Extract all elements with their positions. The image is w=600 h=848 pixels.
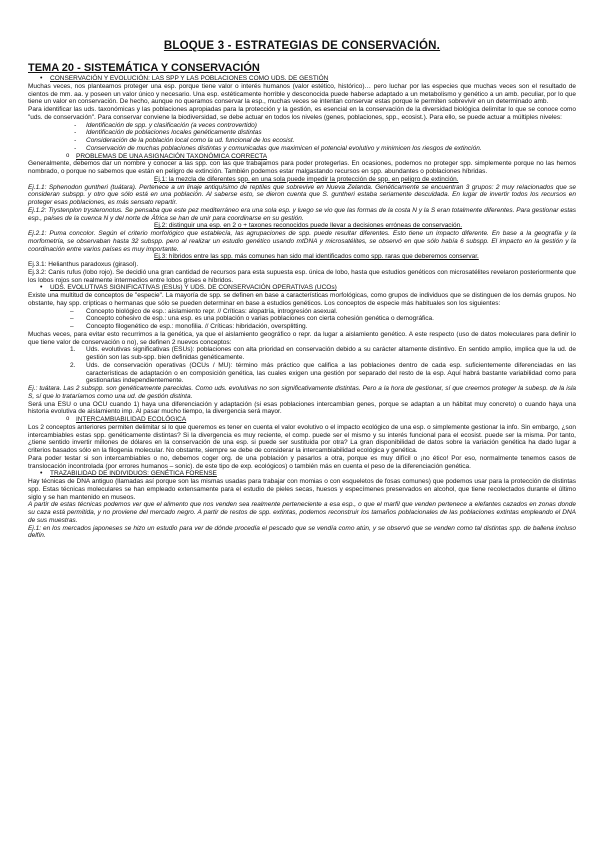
bullet-heading-esus: • UDS. EVOLUTIVAS SIGNIFICATIVAS (ESUs) Y UDS. DE CONSERVACIÓN OPERATIVAS (UCOs): [28, 284, 576, 292]
paragraph: Ej.1.2: Trystenplon trysteronotus. Se pensaba que este pez mediterráneo era una sola esp. y luego se vio que las formas de la costa N y la S eran totalmente diferentes. Para gestionar estas esp., países de la cuenca N y del norte de África se han de unir para coordinarse en su gestión.: [28, 206, 576, 222]
paragraph: Ej.: tuátara. Las 2 subspp. son genéticamente parecidas. Como uds. evolutivas no son significativamente distintas. Pero a la hora de gestionar, sí que creemos proteger la subesp. de la isla S, sí que lo trataríamos como una ud. de gestión distinta.: [28, 385, 576, 400]
list-item: – Concepto cohesivo de esp.: una esp. es una población o varias poblaciones con cierta cohesión genética o demográfica.: [28, 315, 576, 323]
paragraph: Ej.1: en los mercados japoneses se hizo un estudio para ver de dónde procedía el pescado que se vendía como atún, y se observó que se venden como tal distintas spp. de ballena incluso delfín.: [28, 524, 576, 540]
paragraph: Ej.3.1: Helianthus paradoxus (girasol).: [28, 261, 139, 268]
list-item: – Concepto biológico de esp.: aislamiento repr. // Críticas: alopatría, introgresión asexual.: [28, 308, 576, 316]
numbered-item-text: Uds. de conservación operativas (OCUs / MU): término más práctico que califica a las poblaciones dentro de cada esp. suficientemente diferenciadas en las características de adaptación o en composición genética, las cuales exigen una gestión por separado del resto de la esp. Aquí habrá bastante variabilidad como para gestionarlas independientemente.: [86, 361, 576, 385]
document-page: [28, 40, 576, 540]
paragraph: Será una ESU o una OCU cuando 1) haya una diferenciación y adaptación (si esas poblaciones intercambian genes, porque se adaptan a un hábitat muy concreto) o cuando haya una historia evolutiva de aislamiento imp. Al pasar mucho tiempo, la divergencia será mayor.: [28, 400, 576, 416]
numbered-item: 2. Uds. de conservación operativas (OCUs / MU): término más práctico que califica a las poblaciones dentro de cada esp. suficientemente diferenciadas en las características de adaptación o en composición genética, las cuales exigen una gestión por separado del resto de la esp. Aquí habrá bastante variabilidad como para gestionarlas independientemente.: [70, 361, 576, 385]
numbered-item-text: Uds. evolutivas significativas (ESUs): poblaciones con alta prioridad en conservación debido a su carácter altamente distintivo. En sentido amplio, implica que la ud. de gestión son las sub-spp. bien definidas genéticamente.: [86, 346, 576, 361]
example-line: Ej.2: distinguir una esp. en 2 o + taxones reconocidos puede llevar a decisiones erróneas de conservación.: [154, 222, 463, 230]
list-item: - Conservación de muchas poblaciones distintas y comunicadas que maximicen el potencial evolutivo y minimicen los riesgos de extinción.: [28, 145, 576, 153]
list-item: - Identificación de poblaciones locales genéticamente distintas: [28, 129, 576, 137]
paragraph: Ej.2.1: Puma concolor. Según el criterio morfológico que establecía, las agrupaciones de spp. puede resultar diferentes. Esto tiene un impacto diferente. En base a la geografía y la morfometría, se observaban hasta 32 subspp. pero al realizar un estudio genético usando mtDNA y microsatélites, se observó en que sólo había 6 subspp. El impacto en la gestión y la coordinación entre varios países es muy importante.: [28, 230, 576, 253]
document-title: BLOQUE 3 - ESTRATEGIAS DE CONSERVACIÓN.: [163, 40, 441, 52]
paragraph: Los 2 conceptos anteriores permiten delimitar si lo que queremos es tener en cuenta el valor evolutivo o el impacto ecológico de una esp. o simplemente gestionar la info. Sin embargo, ¿son intercambiables estas spp. genéticamente distintas? Si la divergencia es muy reciente, el comp. puede ser el mismo y su interés funcional para el ecosist. puede ser la misma. Por tanto, ¿tiene sentido invertir millones de dólares en la conservación de una esp. si puede ser sustituida por otra? La gran disponibilidad de datos sobre la variación genética ha dado lugar a criterios basados sólo en la filogenia molecular. No obstante, siempre se debe de considerar la intercambiabilidad ecológica y genética.: [28, 423, 576, 454]
list-item: - Identificación de spp. y clasificación (a veces controvertido): [28, 122, 576, 130]
paragraph: Generalmente, debemos dar un nombre y conocer a las spp. con las que trabajamos para poder protegerlas. En ocasiones, podemos no proteger spp. simplemente porque no las hemos nombrado, o porque no sabemos que están en peligro de extinción. También podemos estar malgastando recursos en spp. abundantes o poblaciones híbridas.: [28, 160, 576, 175]
list-item: - Consideración de la población local como la ud. funcional de los ecosist.: [28, 137, 576, 145]
paragraph: Existe una multitud de conceptos de "especie". La mayoría de spp. se definen en base a características morfológicas, como grupos de individuos que se distinguen de los demás grupos. No obstante, hay spp. crípticas o hermanas que sólo se pueden determinar en base a estudios genéticos. Los conceptos de especie más habituales son los siguientes:: [28, 292, 576, 307]
paragraph: Para poder testar si son intercambiables o no, debemos coger org. de una población y pasarlos a otra, porque es muy difícil o ¡no ético! Por eso, normalmente tenemos casos de translocación incontrolada (por errores humanos – sonic). de este tipo de exp. ecológicos) o también más en cuenta el peso de la diferenciación genética.: [28, 454, 576, 470]
bullet-heading-trazabilidad: • TRAZABILIDAD DE INDIVIDUOS: GENÉTICA FORENSE: [28, 470, 576, 478]
paragraph: Hay técnicas de DNA antiguo (llamadas así porque son las mismas usadas para trabajar con momias o con esqueletos de fosas comunes) que podemos usar para la protección de distintas spp. Estas técnicas moleculares se han empleado extensamente para el estudio de pieles secas, huesos y especímenes preservados en alcohol, que tiene recolectados durante el último siglo y se han mantenido en museos.: [28, 478, 576, 501]
paragraph: A partir de estas técnicas podemos ver que el alimento que nos venden sea realmente perteneciente a esa esp., o que el marfil que venden pertenece a elefantes cazados en zonas donde su caza está permitida, y no proviene del mercado negro. A partir de restos de spp. extintas, podemos reconstruir los tamaños poblacionales de las poblaciones extintas empleando el DNA de sus muestras.: [28, 501, 576, 524]
bullet-heading-conservacion: • CONSERVACIÓN Y EVOLUCIÓN: LAS SPP Y LAS POBLACIONES COMO UDS. DE GESTIÓN: [28, 75, 576, 83]
paragraph: Ej.3.2: Canis rufus (lobo rojo). Se decidió una gran cantidad de recursos para esta supuesta esp. única de lobo, hasta que estudios genéticos con microsatélites revelaron posteriormente que los lobos rojos son realmente intermedios entre lobos grises e híbridos.: [28, 268, 576, 284]
example-line: Ej.3: híbridos entre las spp. más comunes han sido mal identificados como spp. raras que deberemos conservar.: [154, 253, 479, 261]
paragraph: Para identificar las uds. taxonómicas y las poblaciones apropiadas para la protección y la gestión, es esencial en la conservación de la diversidad biológica delimitar lo que se conoce como "uds. de conservación". Para conservar conviene la biodiversidad, se debe actuar en todos los niveles (genes, poblaciones, spp., ecosist.). Para ello, se puede actuar a múltiples niveles:: [28, 106, 576, 121]
example-line: Ej.1: la mezcla de diferentes spp. en una sola puede impedir la protección de spp. en peligro de extinción.: [154, 175, 459, 183]
paragraph: Muchas veces, nos planteamos proteger una esp. porque tiene valor o interés humanos (valor estético, histórico)… pero luchar por las especies que muchas veces son el resultado de cientos de mm. aa. y poseen un valor único y necesario. Una esp. estéticamente horrible y desconocida puede haberse adaptado a un metabolismo y genético a un amb. peculiar, por lo que tiene un valor en conservación. De hecho, aunque no queramos conservar la esp., muchas veces se intentan conservar estas porque le permiten sobrevivir en un determinado amb.: [28, 82, 576, 106]
subheading-problemas: o PROBLEMAS DE UNA ASIGNACIÓN TAXONÓMICA CORRECTA: [28, 153, 576, 161]
paragraph: Ej.1.1: Sphenodon guntheri (tuátara). Pertenece a un linaje antiquísimo de reptiles que sobrevive en Nueva Zelanda. Genéticamente se encuentran 3 grupos: 2 muy relacionados que se consideran subspp. y otro que sólo está en una población. Al saberse esto, se dieron cuenta que S. guntheri estaba seriamente descuidada. En lugar de invertir todos los recursos en proteger esas poblaciones, es más sensato repartir.: [28, 183, 576, 206]
subheading-intercambiabilidad: o INTERCAMBIABILIDAD ECOLÓGICA: [28, 416, 576, 424]
section-heading: TEMA 20 - SISTEMÁTICA Y CONSERVACIÓN: [28, 62, 260, 74]
list-item: – Concepto filogenético de esp.: monofilia. // Críticas: hibridación, oversplitting.: [28, 323, 576, 331]
numbered-item: 1. Uds. evolutivas significativas (ESUs): poblaciones con alta prioridad en conservación debido a su carácter altamente distintivo. En sentido amplio, implica que la ud. de gestión son las sub-spp. bien definidas genéticamente.: [70, 346, 576, 361]
paragraph: Muchas veces, para evitar esto recurrimos a la genética, ya que el aislamiento geográfico o repr. da lugar a aislamiento genético. A este respecto (uso de datos moleculares para definir lo que tiene valor de conservación o no), se definen 2 nuevos conceptos:: [28, 330, 576, 346]
